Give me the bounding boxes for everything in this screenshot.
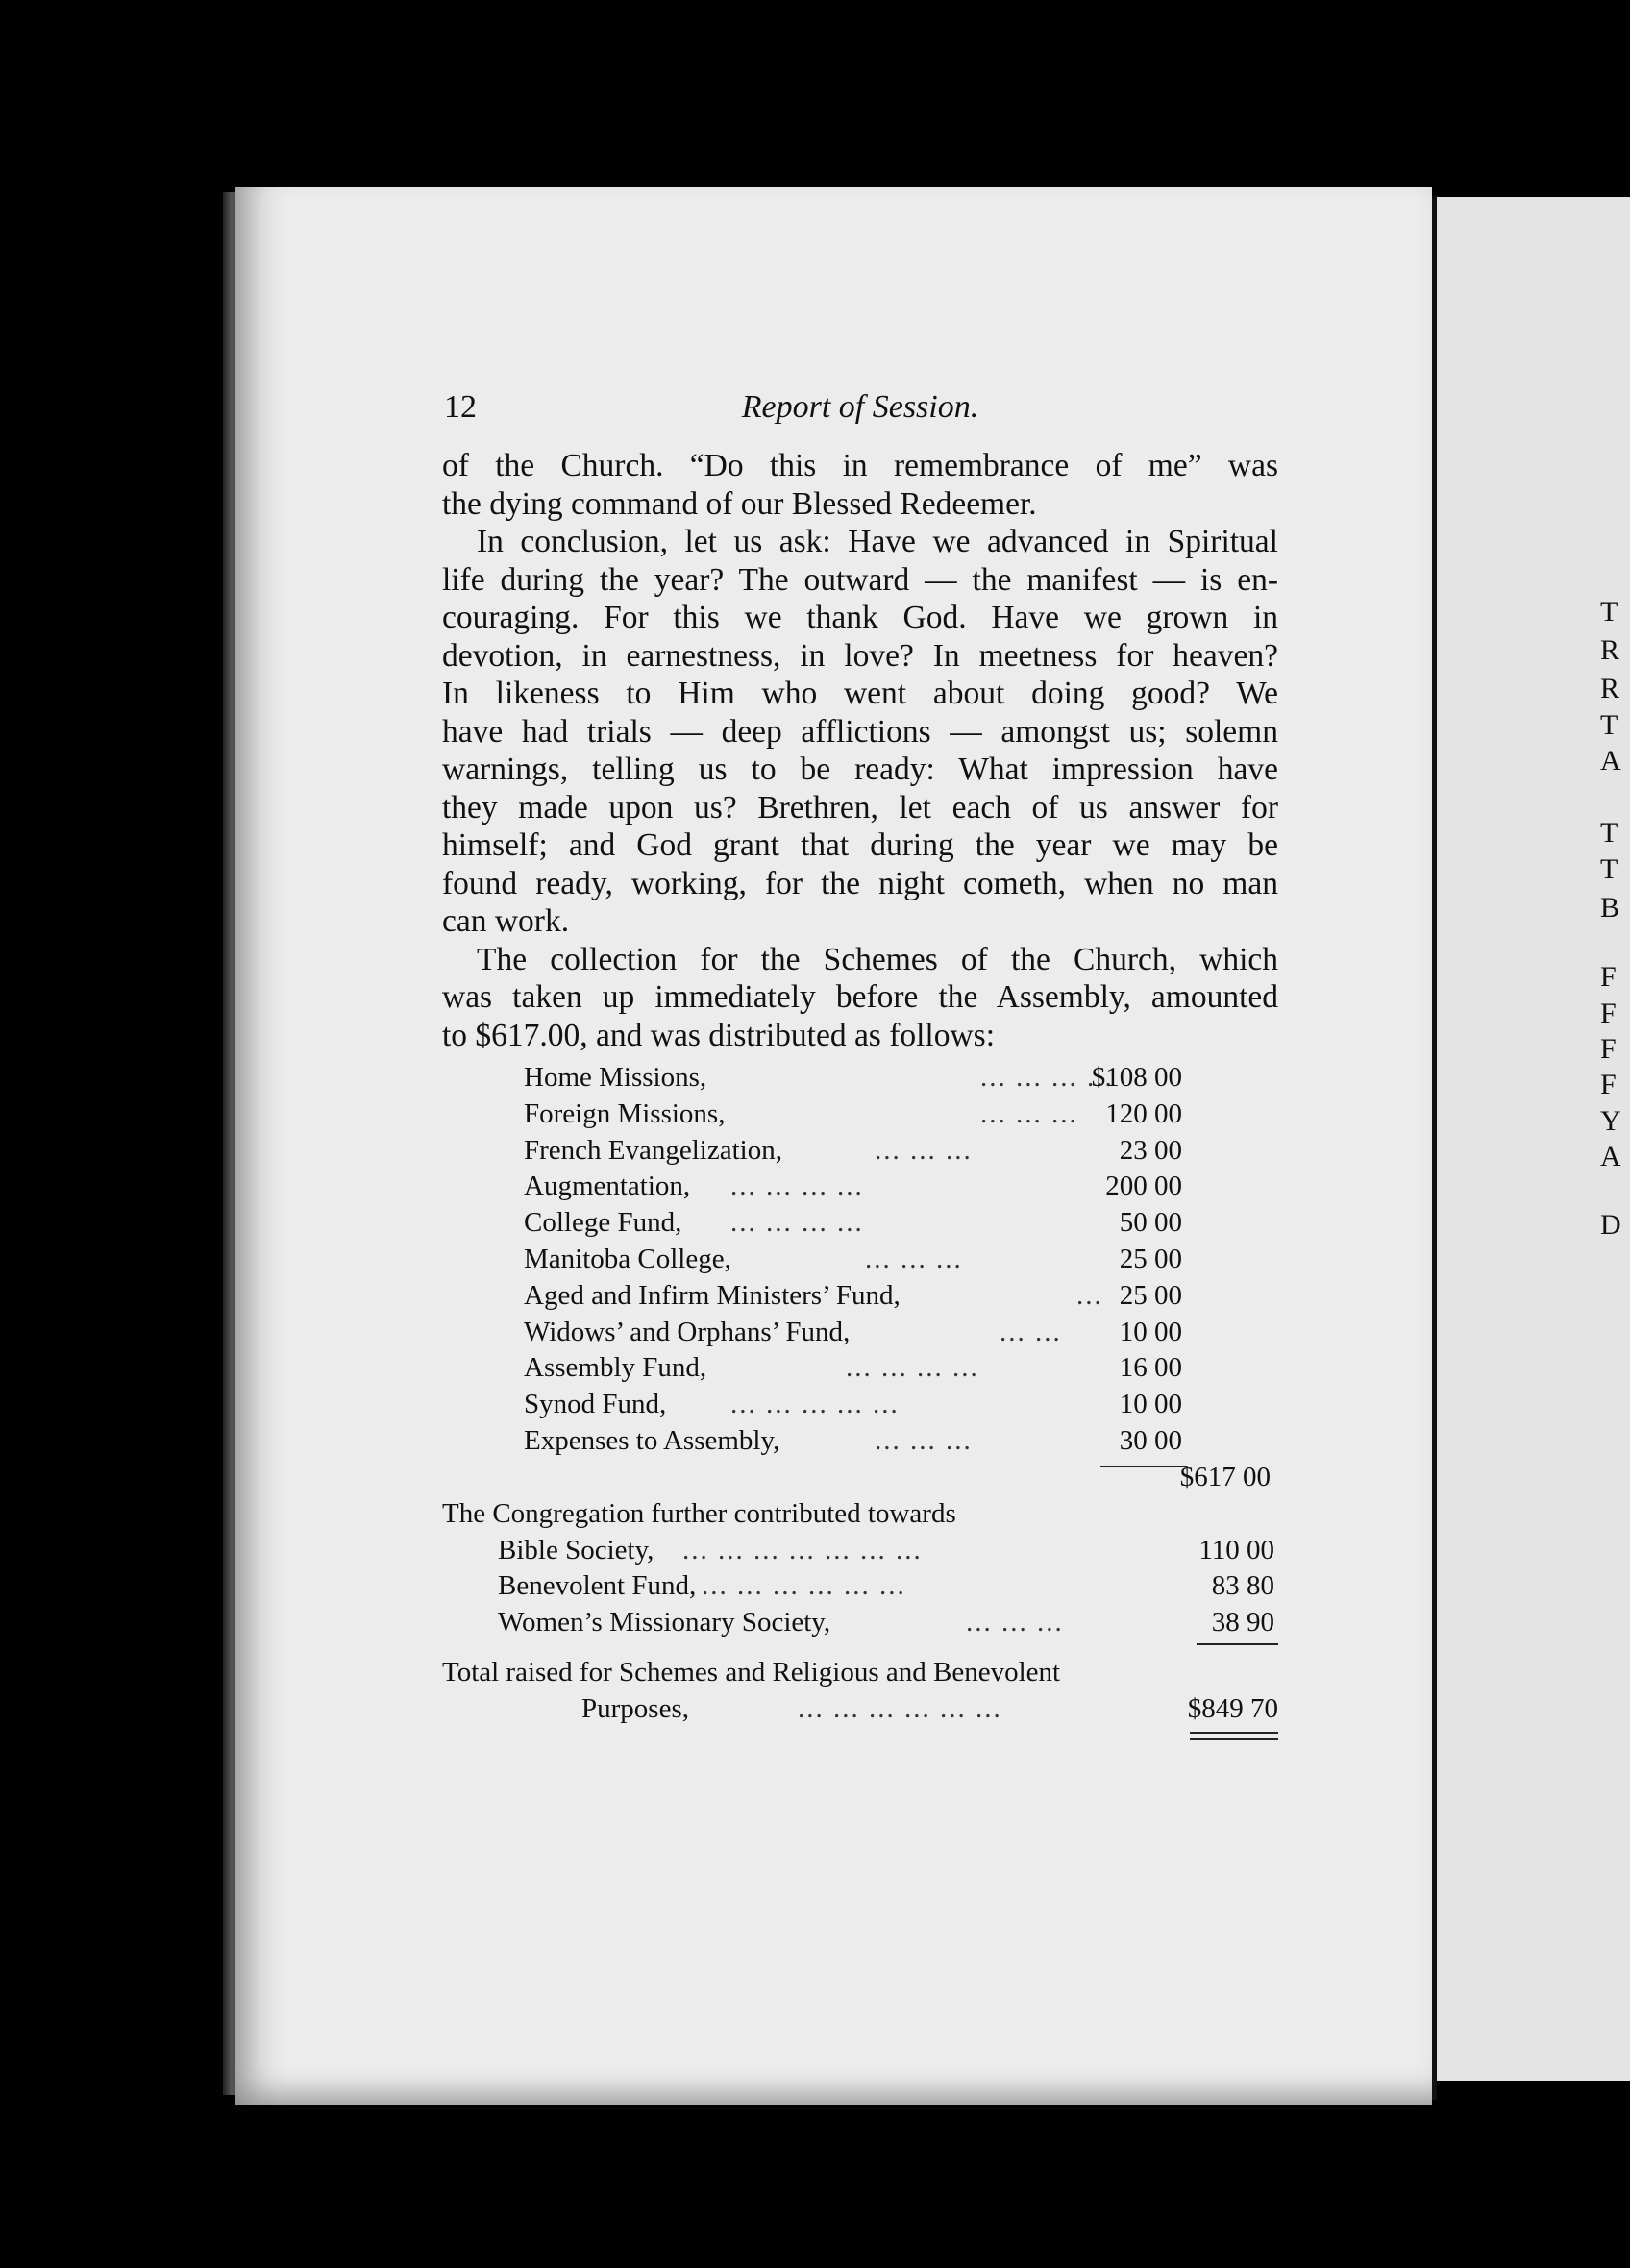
ledger-amount: 30 00 [1119,1424,1182,1456]
ledger-row [442,1350,1278,1387]
ledger-amount: 10 00 [1119,1316,1182,1347]
paragraph-conclusion [442,523,1278,941]
grand-total-line1: Total raised for Schemes and Religious and Benevolent [442,1656,1061,1688]
subtotal-row [442,1460,1278,1496]
double-rule [1190,1732,1278,1734]
facing-page-letter: T [1600,596,1618,628]
ledger-amount: 38 90 [1211,1607,1274,1639]
text-line: can work. [442,903,570,939]
ledger-label: Women’s Missionary Society, [498,1607,831,1639]
text-line: warnings, telling us to be ready: What impression have [442,752,1278,787]
ledger-leader-dots: ... ... [1000,1316,1062,1347]
ledger-label: Aged and Infirm Ministers’ Fund, [524,1279,901,1311]
ledger-leader-dots: ... ... ... [875,1134,973,1166]
facing-page-letter: T [1600,709,1618,741]
facing-page-letter: A [1600,745,1621,777]
ledger-row [442,1533,1278,1569]
ledger-label: Assembly Fund, [524,1352,707,1384]
grand-total-line2: Purposes, [581,1692,689,1724]
facing-page-letter: D [1600,1209,1621,1241]
ledger-leader-dots: ... [1076,1279,1103,1311]
text-line: found ready, working, for the night cometh, when no man [442,865,1278,901]
ledger-amount: 120 00 [1105,1097,1182,1129]
ledger-label: Foreign Missions, [524,1097,726,1129]
double-rule [1190,1738,1278,1740]
ledger-row [442,1423,1278,1460]
paragraph-continuation [442,447,1278,523]
text-line: couraging. For this we thank God. Have we grown in [442,600,1278,635]
text-line: life during the year? The outward — the manifest — is en- [442,561,1278,598]
ledger-row [442,1242,1278,1278]
text-line: have had trials — deep afflictions — amongst us; solemn [442,713,1278,750]
grand-total-row [442,1691,1278,1728]
ledger-amount: $108 00 [1091,1062,1182,1093]
grand-total-leader-dots: ... ... ... ... ... ... [798,1692,1002,1724]
ledger-leader-dots: ... ... ... ... [730,1171,864,1202]
ledger-amount: 83 80 [1211,1570,1274,1602]
ledger-leader-dots: ... ... ... ... ... ... ... [682,1534,923,1565]
ledger-label: French Evangelization, [524,1134,782,1166]
ledger-amount: 23 00 [1119,1134,1182,1166]
text-line: to $617.00, and was distributed as follows: [442,1017,996,1053]
distribution-table [442,1060,1278,1747]
distribution-total: $617 00 [1179,1461,1271,1492]
text-line: In likeness to Him who went about doing good? We [442,676,1278,711]
ledger-amount: 25 00 [1119,1279,1182,1311]
ledger-label: Widows’ and Orphans’ Fund, [524,1316,851,1347]
text-line: of the Church. “Do this in remembrance of me” was [442,448,1278,483]
paragraph-collection [442,941,1278,1055]
ledger-leader-dots: ... ... ... [865,1243,963,1274]
grand-total-amount: $849 70 [1187,1692,1278,1724]
ledger-label: Augmentation, [524,1171,691,1202]
facing-page-letter: F [1600,961,1617,993]
facing-page-letter: Y [1600,1105,1621,1137]
further-heading [442,1496,1278,1533]
ledger-label: Home Missions, [524,1062,707,1093]
text-line: was taken up immediately before the Assembly, amounted [442,979,1278,1015]
ledger-label: Benevolent Fund, [498,1570,697,1602]
text-line: himself; and God grant that during the year we may be [442,827,1278,863]
ledger-leader-dots: ... ... ... ... ... [730,1389,900,1420]
ledger-leader-dots: ... ... ... [966,1607,1064,1639]
subtotal-rule [1100,1466,1187,1467]
ledger-label: Manitoba College, [524,1243,731,1274]
ledger-label: College Fund, [524,1207,682,1239]
ledger-amount: 50 00 [1119,1207,1182,1239]
total-rule-row [442,1641,1278,1655]
further-heading-text: The Congregation further contributed towards [442,1497,956,1529]
ledger-label: Expenses to Assembly, [524,1424,780,1456]
ledger-amount: 10 00 [1119,1389,1182,1420]
ledger-row [442,1568,1278,1605]
ledger-amount: 25 00 [1119,1243,1182,1274]
facing-page-letter: T [1600,817,1618,849]
ledger-row [442,1605,1278,1641]
ledger-row [442,1387,1278,1423]
ledger-label: Synod Fund, [524,1389,667,1420]
facing-page-letter: B [1600,892,1620,924]
grand-total-heading [442,1655,1278,1691]
text-line: In conclusion, let us ask: Have we advanced in Spiritual [477,524,1278,559]
facing-page-letter: F [1600,1069,1617,1100]
ledger-row [442,1205,1278,1242]
facing-page-letter: A [1600,1141,1621,1172]
ledger-leader-dots: ... ... ... ... [980,1062,1114,1093]
facing-page-letter: T [1600,853,1618,885]
ledger-leader-dots: ... ... ... [980,1097,1078,1129]
facing-page-letter: F [1600,998,1617,1029]
ledger-row [442,1133,1278,1170]
facing-page-letter: F [1600,1033,1617,1065]
facing-page-fragment [1437,197,1630,2081]
facing-page-letter: R [1600,634,1620,666]
text-line: devotion, in earnestness, in love? In meetness for heaven? [442,637,1278,674]
ledger-row [442,1315,1278,1351]
ledger-leader-dots: ... ... ... ... [846,1352,979,1384]
ledger-row [442,1169,1278,1205]
page-text-block [442,389,1278,1747]
ledger-leader-dots: ... ... ... ... [730,1207,864,1239]
ledger-amount: 110 00 [1198,1534,1274,1565]
ledger-row [442,1060,1278,1097]
facing-page-letter: R [1600,673,1620,704]
ledger-amount: 16 00 [1119,1352,1182,1384]
ledger-amount: 200 00 [1105,1171,1182,1202]
total-rule [1197,1643,1278,1645]
double-rule-row [442,1728,1278,1747]
ledger-leader-dots: ... ... ... [875,1424,973,1456]
running-header [442,389,1278,447]
ledger-row [442,1278,1278,1315]
text-line: they made upon us? Brethren, let each of us answer for [442,789,1278,826]
running-title: Report of Session. [741,389,979,425]
ledger-label: Bible Society, [498,1534,654,1565]
text-line: The collection for the Schemes of the Church, which [477,941,1278,977]
ledger-row [442,1097,1278,1133]
ledger-leader-dots: ... ... ... ... ... ... [702,1570,906,1602]
page-number: 12 [444,389,477,425]
text-line: the dying command of our Blessed Redeemer. [442,485,1037,522]
